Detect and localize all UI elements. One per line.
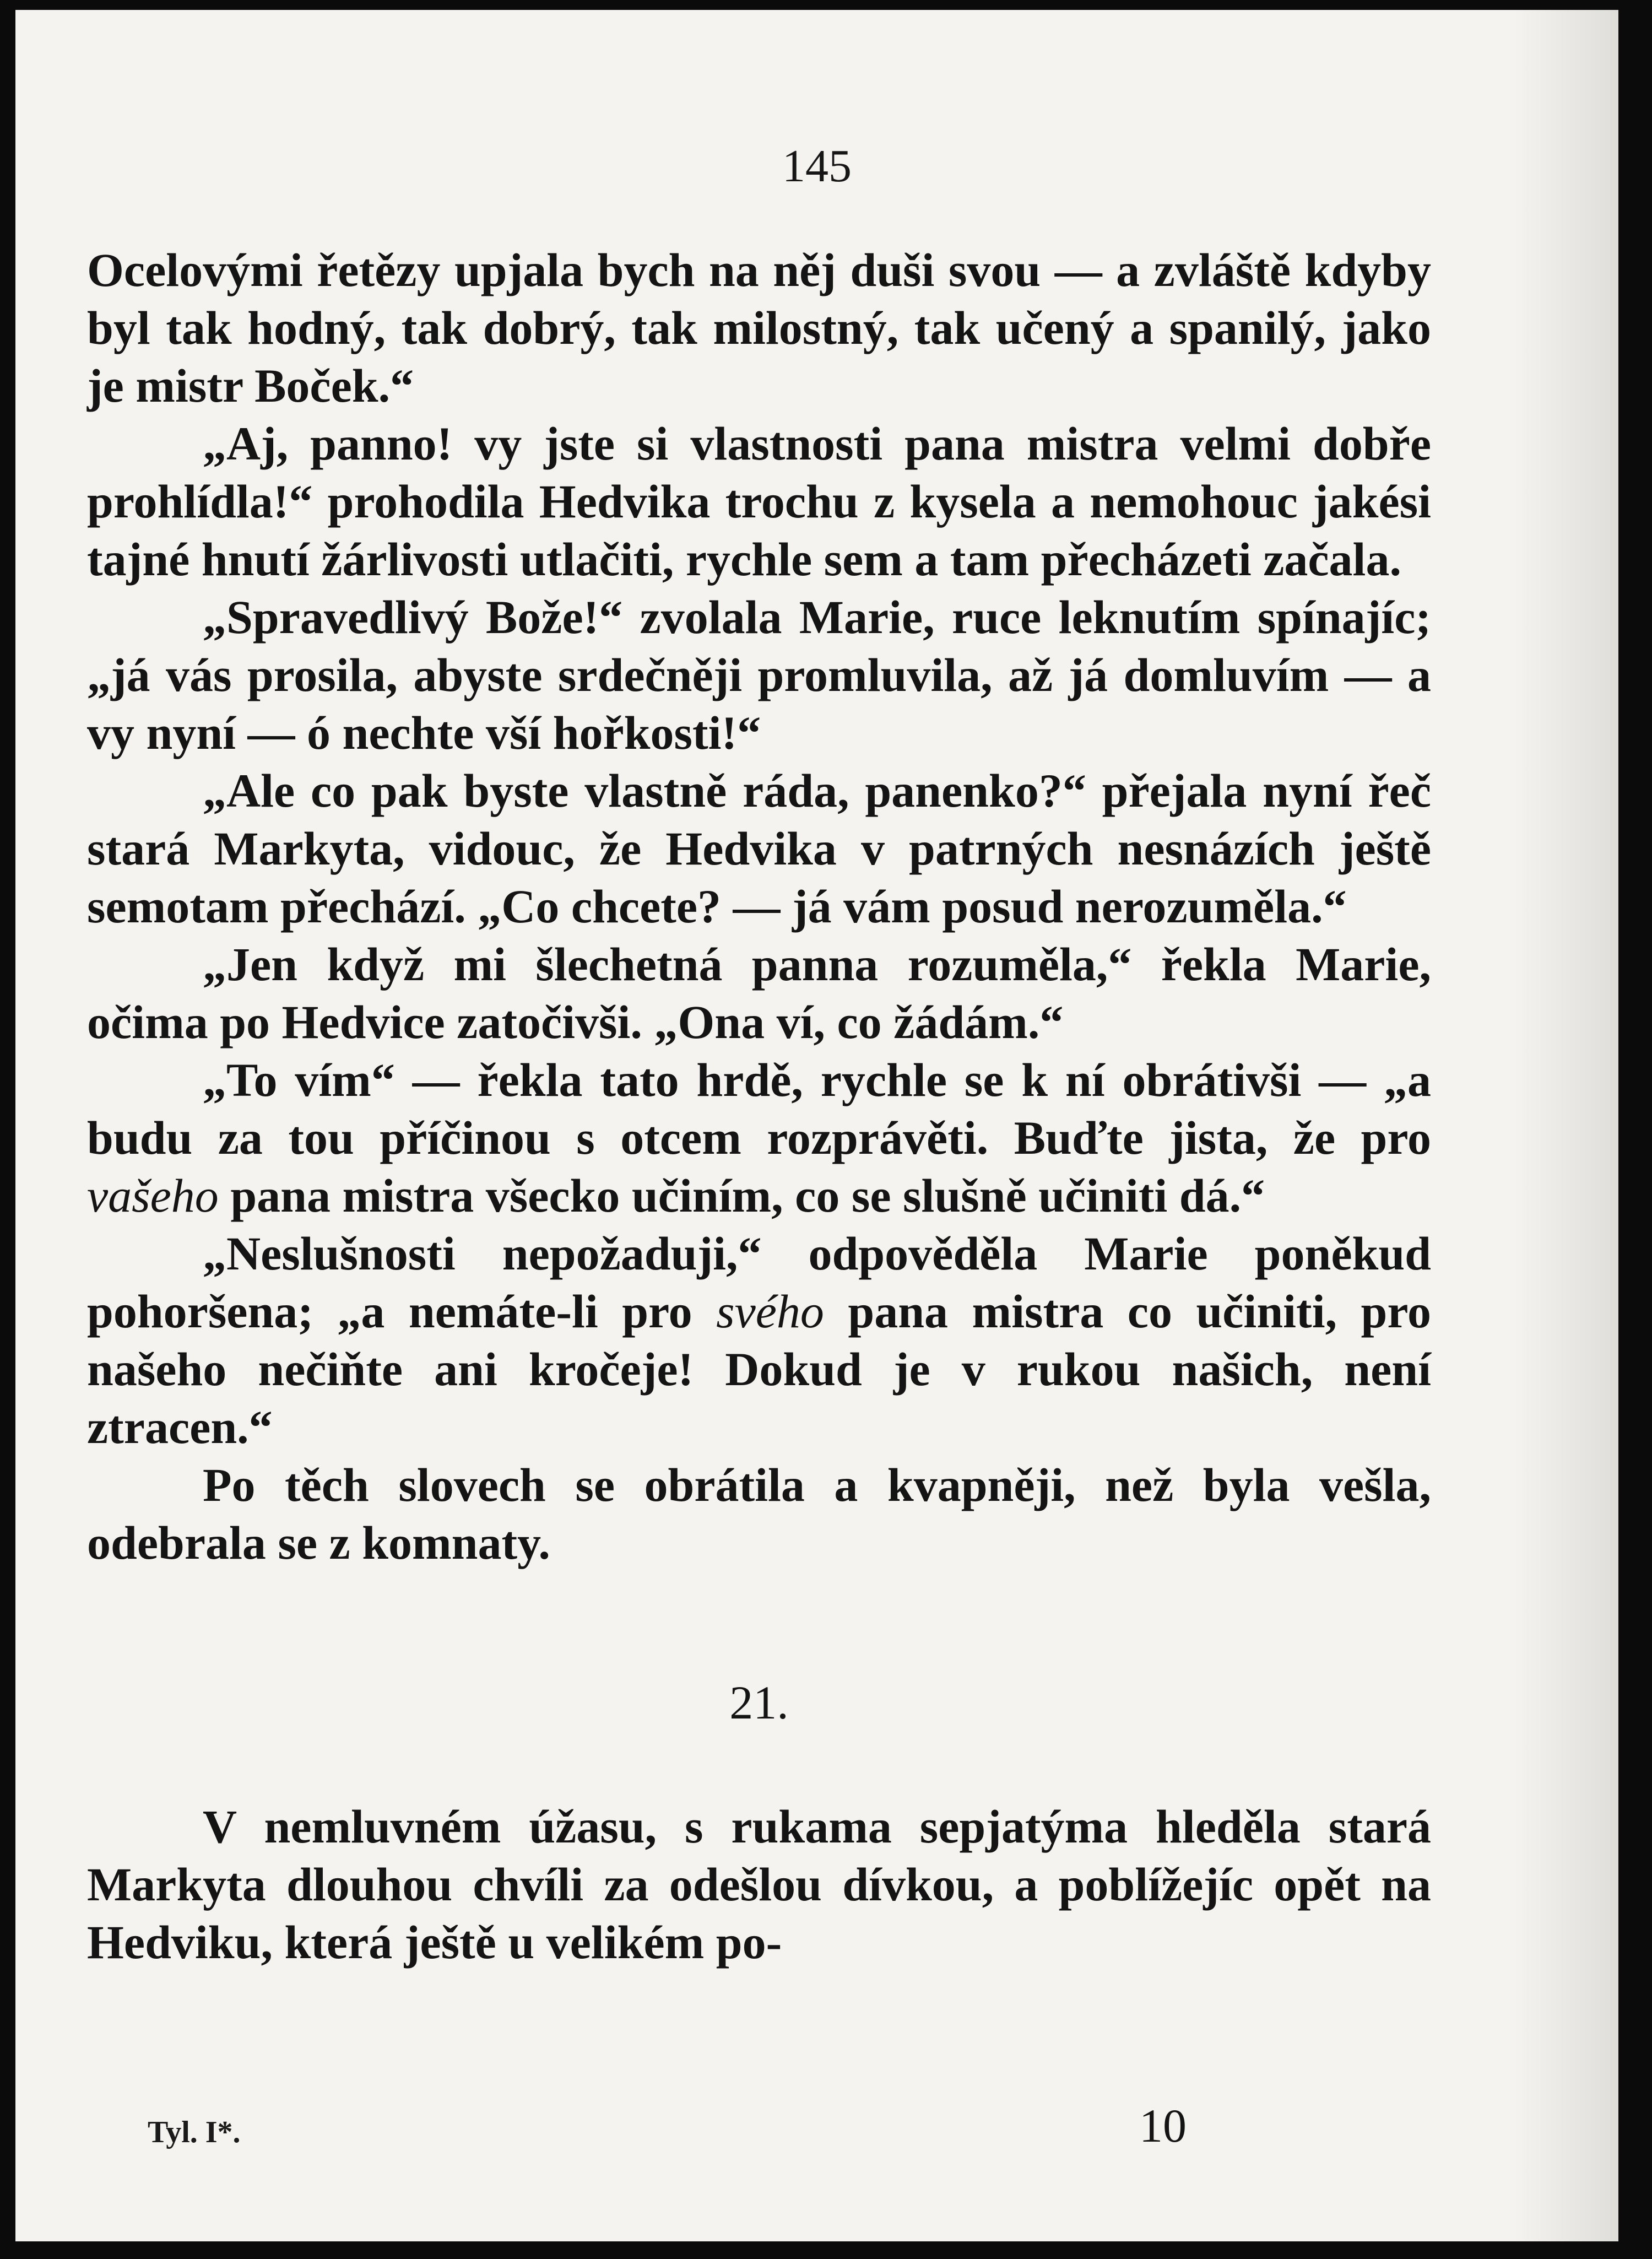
paragraph-5: „Jen když mi šlechetná panna rozuměla,“ řekla Marie, očima po Hedvice zatočivši. „Ona ví, co žádám.“ (87, 938, 1431, 1049)
paragraph-9: V nemluvném úžasu, s rukama sepjatýma hleděla stará Markyta dlouhou chvíli za odešlou dívkou, a poblížejíc opět na Hedviku, která ještě u velikém po- (87, 1800, 1431, 1969)
paragraph-6-text-a: „To vím“ — řekla tato hrdě, rychle se k ní obrátivši — „a budu za tou příčinou s otcem rozprávěti. Buďte jista, že pro (87, 1053, 1431, 1164)
paragraph-8: Po těch slovech se obrátila a kvapněji, než byla vešla, odebrala se z komnaty. (87, 1458, 1431, 1569)
paragraph-4: „Ale co pak byste vlastně ráda, panenko?“ přejala nyní řeč stará Markyta, vidouc, že Hedvika v patrných nesnázích ještě semotam přechází. „Co chcete? — já vám posud nerozuměla.“ (87, 764, 1431, 933)
paragraph-6-emphasis: vašeho (87, 1169, 219, 1222)
book-page (15, 10, 1618, 2241)
page-number: 145 (782, 140, 852, 192)
sheet-number: 10 (1139, 2099, 1187, 2152)
paragraph-3: „Spravedlivý Bože!“ zvolala Marie, ruce leknutím spínajíc; „já vás prosila, abyste srdečněji promluvila, až já domluvím — a vy nyní — ó nechte vší hořkosti!“ (87, 591, 1431, 759)
body-text (87, 241, 1431, 1971)
paragraph-1: Ocelovými řetězy upjala bych na něj duši svou — a zvláště kdyby byl tak hodný, tak dobrý, tak milostný, tak učený a spanilý, jako je mistr Boček.“ (87, 244, 1431, 412)
paragraph-2: „Aj, panno! vy jste si vlastnosti pana mistra velmi dobře prohlídla!“ prohodila Hedvika trochu z kysela a nemohouc jakési tajné hnutí žárlivosti utlačiti, rychle sem a tam přecházeti začala. (87, 417, 1431, 586)
paragraph-7-text-b: pana mistra co učiniti, pro našeho nečiňte ani kročeje! Dokud je v rukou našich, není ztracen.“ (87, 1285, 1431, 1453)
paragraph-7-text-a: „Neslušnosti nepožaduji,“ odpověděla Marie poněkud pohoršena; „a nemáte-li pro (87, 1227, 1431, 1338)
printer-signature: Tyl. I*. (148, 2115, 241, 2149)
paragraph-6-text-b: pana mistra všecko učiním, co se slušně učiniti dá.“ (218, 1169, 1265, 1222)
chapter-number: 21. (729, 1676, 789, 1729)
paragraph-6 (87, 1051, 1431, 1225)
paragraph-7 (87, 1225, 1431, 1456)
paragraph-7-emphasis: svého (716, 1285, 824, 1338)
